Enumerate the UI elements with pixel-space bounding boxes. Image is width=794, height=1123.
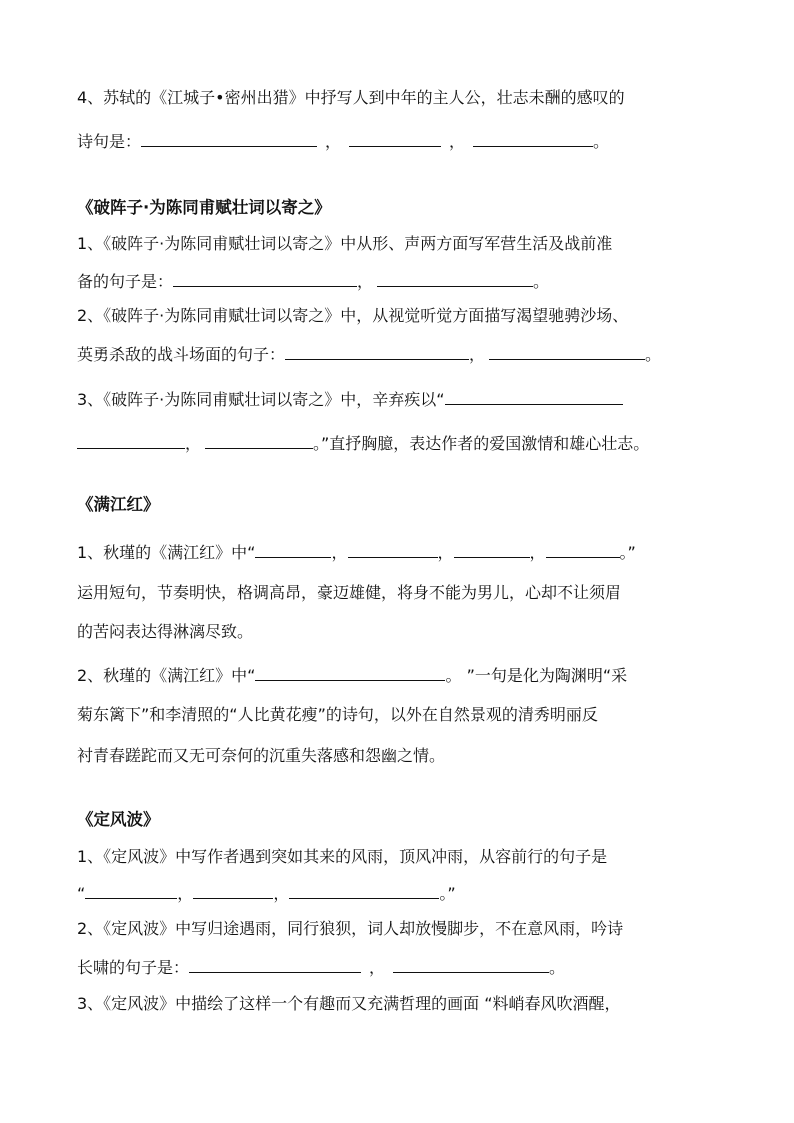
- answer-blank[interactable]: [393, 954, 549, 973]
- separator: ，: [529, 543, 546, 562]
- question-manjianghong-2-line2: [77, 703, 598, 727]
- question-dingfengbo-1-line1: [77, 845, 607, 869]
- question-text: 诗句是：: [77, 132, 142, 151]
- question-dingfengbo-1-line2: [77, 880, 456, 904]
- question-dingfengbo-2-line1: [77, 917, 623, 941]
- answer-blank[interactable]: [349, 128, 441, 147]
- answer-blank[interactable]: [489, 341, 645, 360]
- answer-blank[interactable]: [189, 954, 361, 973]
- separator: ，: [437, 543, 454, 562]
- separator: ，: [185, 434, 202, 453]
- question-manjianghong-1-line1: [77, 539, 636, 563]
- opening-quote: “: [77, 884, 86, 903]
- answer-blank[interactable]: [255, 662, 445, 681]
- question-pozhenzi-2-line1: [77, 304, 628, 328]
- question-jiangchengzi-4-line2: [77, 128, 609, 152]
- question-pozhenzi-3-line2: [77, 430, 649, 454]
- question-text: 备的句子是：: [77, 272, 174, 291]
- period: 。: [533, 272, 550, 291]
- question-text: 4、苏轼的《江城子•密州出猎》中抒写人到中年的主人公，壮志未酬的感叹的: [77, 88, 625, 107]
- answer-blank[interactable]: [141, 128, 317, 147]
- closing-quote: 。”: [619, 543, 636, 562]
- period: 。: [645, 345, 662, 364]
- question-text: 英勇杀敌的战斗场面的句子：: [77, 345, 286, 364]
- question-text: 2、秋瑾的《满江红》中“: [77, 666, 256, 685]
- separator: ，: [469, 345, 486, 364]
- question-jiangchengzi-4-line1: [77, 86, 625, 110]
- question-text: 运用短句，节奏明快，格调高昂，豪迈雄健，将身不能为男儿，心却不让须眉: [77, 583, 622, 602]
- answer-blank[interactable]: [85, 880, 177, 899]
- question-manjianghong-2-line3: [77, 744, 445, 768]
- section-heading-dingfengbo: 《定风波》: [77, 810, 160, 829]
- question-dingfengbo-3-line1: [77, 992, 621, 1016]
- question-manjianghong-1-line3: [77, 620, 253, 644]
- separator: ，: [449, 132, 466, 151]
- section-heading-pozhenzi: 《破阵子·为陈同甫赋壮词以寄之》: [77, 198, 331, 217]
- separator: ，: [273, 884, 290, 903]
- separator: ，: [325, 132, 342, 151]
- answer-blank[interactable]: [193, 880, 273, 899]
- answer-blank[interactable]: [546, 539, 620, 558]
- question-text: 3、《破阵子·为陈同甫赋壮词以寄之》中，辛弃疾以“: [77, 390, 445, 409]
- answer-blank[interactable]: [289, 880, 439, 899]
- section-heading-manjianghong: 《满江红》: [77, 495, 160, 514]
- question-text: 。 ”一句是化为陶渊明“采: [445, 666, 628, 685]
- question-text: 1、秋瑾的《满江红》中“: [77, 543, 256, 562]
- question-text: 菊东篱下”和李清照的“人比黄花瘦”的诗句，以外在自然景观的清秀明丽反: [77, 705, 598, 724]
- question-pozhenzi-1-line1: [77, 232, 612, 256]
- question-text: 长啸的句子是：: [77, 958, 190, 977]
- answer-blank[interactable]: [473, 128, 593, 147]
- question-manjianghong-1-line2: [77, 581, 621, 605]
- closing-quote: 。”: [439, 884, 456, 903]
- question-pozhenzi-2-line2: [77, 341, 661, 365]
- period: 。: [593, 132, 610, 151]
- answer-blank[interactable]: [285, 341, 469, 360]
- question-text: 的苦闷表达得淋漓尽致。: [77, 622, 254, 641]
- answer-blank[interactable]: [205, 430, 313, 449]
- question-pozhenzi-3-line1: [77, 386, 623, 410]
- answer-blank[interactable]: [348, 539, 438, 558]
- question-dingfengbo-2-line2: [77, 954, 565, 978]
- question-pozhenzi-1-line2: [77, 268, 549, 292]
- answer-blank[interactable]: [445, 386, 623, 405]
- separator: ，: [177, 884, 194, 903]
- question-text: 3、《定风波》中描绘了这样一个有趣而又充满哲理的画面 “料峭春风吹酒醒，: [77, 994, 621, 1013]
- question-text: 衬青春蹉跎而又无可奈何的沉重失落感和怨幽之情。: [77, 746, 446, 765]
- answer-blank[interactable]: [454, 539, 530, 558]
- answer-blank[interactable]: [173, 268, 357, 287]
- question-manjianghong-2-line1: [77, 662, 627, 686]
- question-text: 1、《定风波》中写作者遇到突如其来的风雨，顶风冲雨，从容前行的句子是: [77, 847, 608, 866]
- question-text: 。”直抒胸臆，表达作者的爱国激情和雄心壮志。: [313, 434, 650, 453]
- answer-blank[interactable]: [77, 430, 185, 449]
- answer-blank[interactable]: [377, 268, 533, 287]
- question-text: 2、《定风波》中写归途遇雨，同行狼狈，词人却放慢脚步，不在意风雨，吟诗: [77, 919, 624, 938]
- separator: ，: [357, 272, 374, 291]
- question-text: 2、《破阵子·为陈同甫赋壮词以寄之》中，从视觉听觉方面描写渴望驰骋沙场、: [77, 306, 629, 325]
- separator: ，: [331, 543, 348, 562]
- question-text: 1、《破阵子·为陈同甫赋壮词以寄之》中从形、声两方面写军营生活及战前准: [77, 234, 613, 253]
- separator: ，: [369, 958, 386, 977]
- period: 。: [549, 958, 566, 977]
- answer-blank[interactable]: [255, 539, 331, 558]
